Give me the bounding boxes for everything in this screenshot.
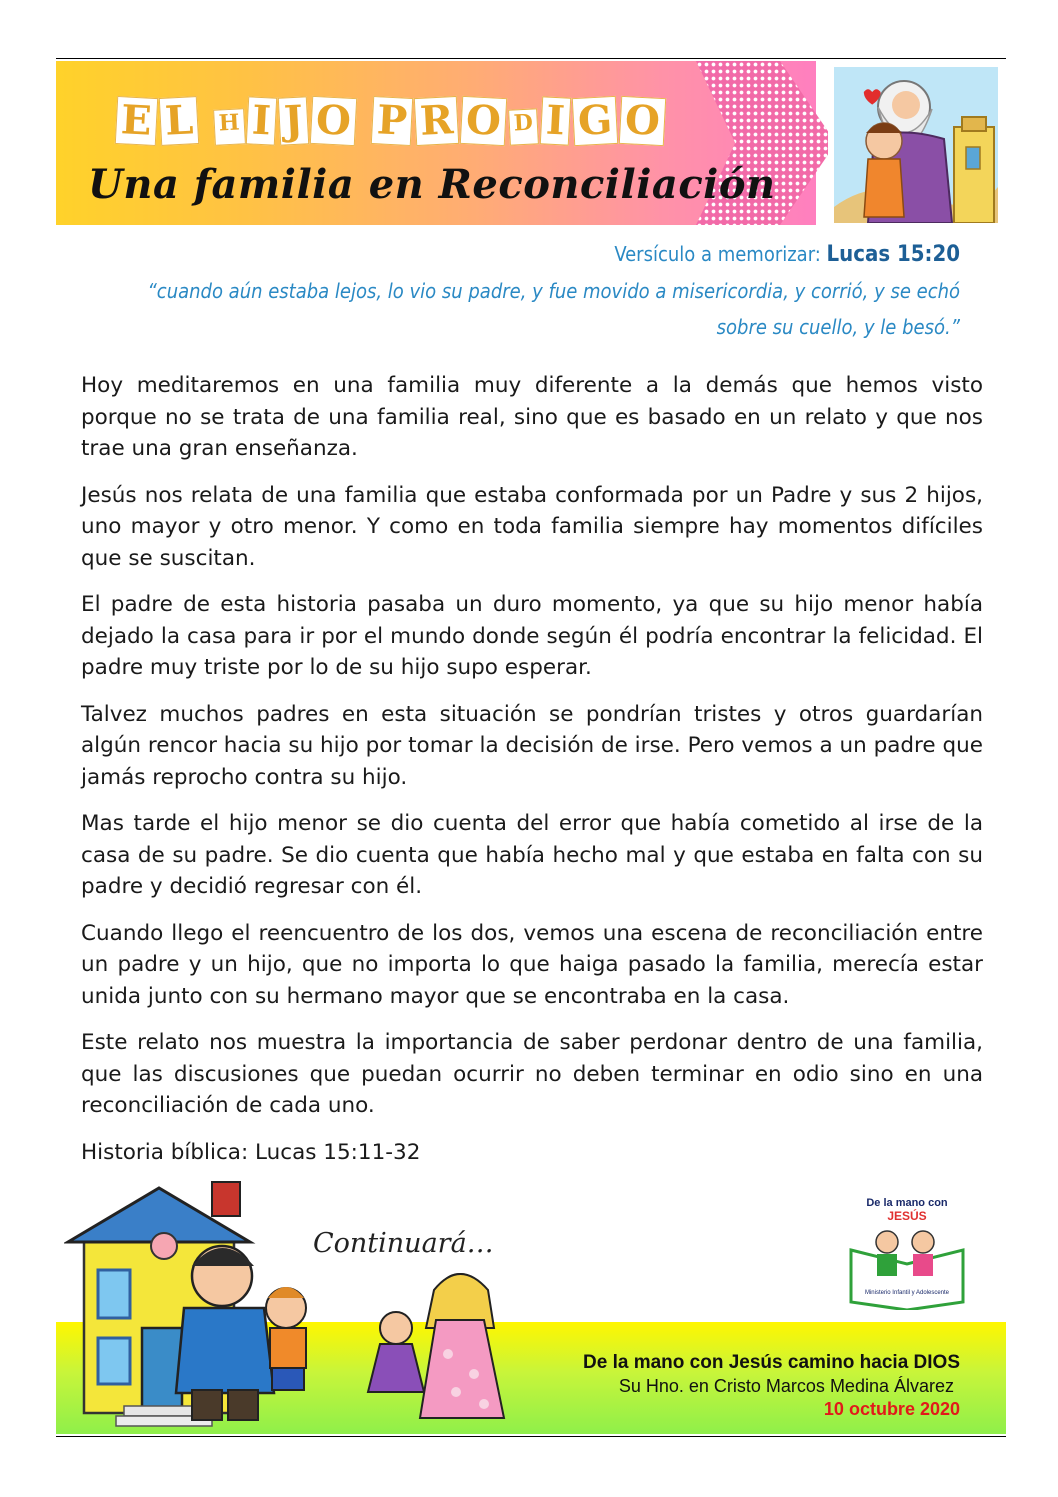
logo-name: JESÚS: [887, 1209, 927, 1223]
logo-subtext: Ministerio Infantil y Adolescente: [864, 1290, 950, 1296]
paragraph: Jesús nos relata de una familia que estaba conformada por un Padre y sus 2 hijos, uno mayor y otro menor. Y como en toda familia siempre hay momentos difíciles que se suscitan.: [81, 482, 983, 571]
bible-reference: Historia bíblica: Lucas 15:11-32: [81, 1139, 421, 1165]
memory-verse: [140, 236, 960, 345]
paragraph: El padre de esta historia pasaba un duro momento, ya que su hijo menor había dejado la casa para ir por el mundo donde según él podría encontrar la felicidad. El padre muy triste por lo de su hijo supo esperar.: [81, 592, 983, 680]
title-letter-tile: G: [572, 96, 619, 146]
verse-label: Versículo a memorizar:: [614, 242, 821, 266]
title-word: [372, 97, 665, 145]
bottom-rule: [56, 1436, 1006, 1437]
title-letter-tile: O: [460, 96, 507, 146]
paragraph: Hoy meditaremos en una familia muy diferente a la demás que hemos visto porque no se trata de una familia real, sino que es basado en un relato y que nos trae una gran enseñanza.: [81, 373, 983, 461]
title-word: [116, 97, 198, 145]
paragraph: Mas tarde el hijo menor se dio cuenta del error que había cometido al irse de la casa de su padre. Se dio cuenta que había hecho mal y que estaba en falta con su padre y decidió regresar con él.: [81, 811, 983, 899]
title-letter-tile: O: [619, 96, 666, 146]
top-rule: [56, 58, 1006, 59]
verse-heading: [140, 236, 960, 273]
verse-reference: Lucas 15:20: [826, 242, 960, 267]
title-letter-tile: D: [508, 108, 539, 145]
continued-label: Continuará…: [313, 1228, 494, 1259]
footer-date: 10 octubre 2020: [823, 1399, 960, 1419]
title-letter-tile: H: [213, 108, 246, 146]
header-banner: [56, 61, 1006, 225]
footer-credits: [583, 1350, 960, 1421]
title-word: [214, 97, 356, 145]
father-embracing-son-illustration: [834, 67, 998, 223]
paragraph: Talvez muchos padres en esta situación se pondrían tristes y otros guardarían algún rencor hacia su hijo por tomar la decisión de irse. Pero vemos a un padre que jamás reprocho contra su hijo.: [81, 701, 983, 790]
title-letter-tile: E: [115, 96, 158, 146]
title-letter-tile: J: [278, 96, 309, 145]
page-subtitle: Una familia en Reconciliación: [88, 161, 776, 208]
paragraph: Cuando llego el reencuentro de los dos, vemos una escena de reconciliación entre un padre y un hijo, que no importa lo que haiga pasado la familia, merecía estar unida junto con su hermano mayor que se encontraba en la casa.: [81, 920, 983, 1009]
logo-arc-text: De la mano con: [866, 1197, 948, 1209]
family-house-illustration: [64, 1178, 534, 1430]
title-letter-tile: O: [310, 96, 357, 146]
title-letter-tile: P: [371, 96, 414, 146]
verse-text-line-1: “cuando aún estaba lejos, lo vio su padre, y fue movido a misericordia, y corrió, y se echó: [147, 279, 960, 303]
paragraph: Este relato nos muestra la importancia de saber perdonar dentro de una familia, que las discusiones que puedan ocurrir no deben terminar en odio sino en una reconciliación de cada uno.: [81, 1030, 983, 1118]
ministry-logo: [843, 1190, 971, 1310]
body-text: [81, 370, 983, 1183]
title-tiles: [116, 97, 665, 145]
title-letter-tile: I: [540, 96, 571, 145]
title-letter-tile: L: [158, 96, 199, 146]
footer-motto: De la mano con Jesús camino hacia DIOS: [583, 1352, 960, 1373]
title-letter-tile: R: [414, 96, 460, 146]
verse-text-line-2: sobre su cuello, y le besó.”: [716, 315, 960, 339]
footer-author: Su Hno. en Cristo Marcos Medina Álvarez: [618, 1376, 954, 1396]
title-letter-tile: I: [246, 96, 277, 145]
